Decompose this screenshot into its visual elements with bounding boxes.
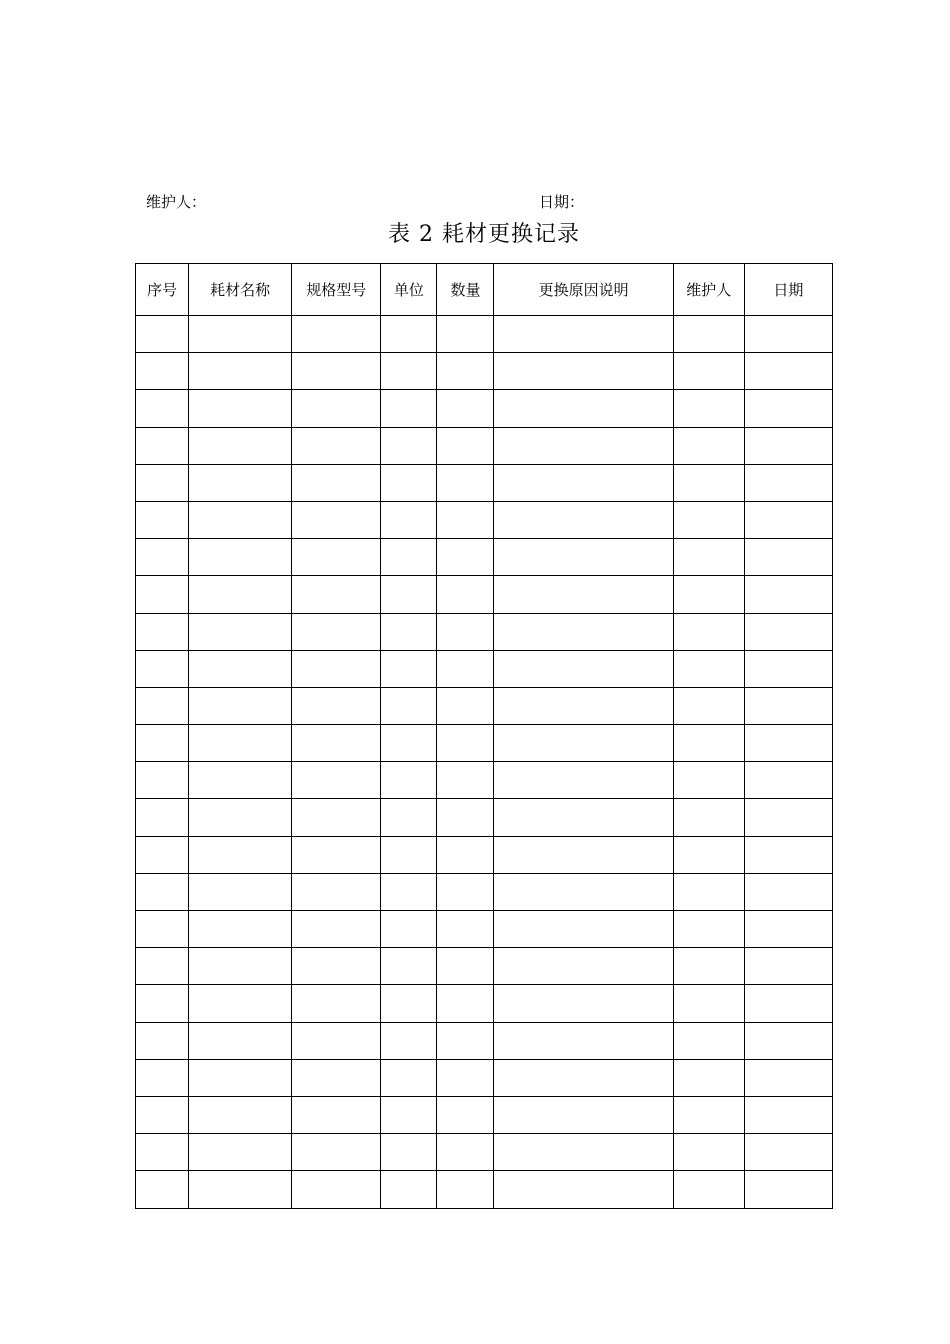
cell-spec-model[interactable] — [292, 985, 381, 1022]
table-row — [136, 725, 833, 762]
cell-replacement-reason[interactable] — [494, 1096, 673, 1133]
cell-serial[interactable] — [136, 1171, 189, 1208]
cell-maintainer[interactable] — [673, 1171, 744, 1208]
cell-maintainer[interactable] — [673, 316, 744, 353]
cell-consumable-name[interactable] — [189, 427, 292, 464]
cell-date[interactable] — [744, 687, 832, 724]
cell-serial[interactable] — [136, 948, 189, 985]
table-row — [136, 576, 833, 613]
cell-consumable-name[interactable] — [189, 539, 292, 576]
cell-replacement-reason[interactable] — [494, 650, 673, 687]
cell-replacement-reason[interactable] — [494, 316, 673, 353]
cell-quantity[interactable] — [437, 985, 494, 1022]
cell-spec-model[interactable] — [292, 576, 381, 613]
cell-date[interactable] — [744, 1096, 832, 1133]
cell-spec-model[interactable] — [292, 464, 381, 501]
cell-date[interactable] — [744, 613, 832, 650]
cell-quantity[interactable] — [437, 687, 494, 724]
table-row — [136, 390, 833, 427]
column-header-date: 日期 — [744, 264, 832, 316]
cell-quantity[interactable] — [437, 316, 494, 353]
cell-maintainer[interactable] — [673, 464, 744, 501]
cell-serial[interactable] — [136, 390, 189, 427]
cell-maintainer[interactable] — [673, 427, 744, 464]
cell-consumable-name[interactable] — [189, 762, 292, 799]
cell-maintainer[interactable] — [673, 1022, 744, 1059]
table-row — [136, 799, 833, 836]
cell-quantity[interactable] — [437, 427, 494, 464]
cell-consumable-name[interactable] — [189, 316, 292, 353]
cell-unit[interactable] — [381, 1134, 437, 1171]
table-row — [136, 427, 833, 464]
table-row — [136, 873, 833, 910]
cell-serial[interactable] — [136, 427, 189, 464]
column-header-unit: 单位 — [381, 264, 437, 316]
table-row — [136, 1134, 833, 1171]
date-label: 日期： — [539, 193, 585, 211]
cell-serial[interactable] — [136, 911, 189, 948]
cell-serial[interactable] — [136, 501, 189, 538]
cell-maintainer[interactable] — [673, 1096, 744, 1133]
cell-spec-model[interactable] — [292, 1022, 381, 1059]
cell-date[interactable] — [744, 464, 832, 501]
cell-spec-model[interactable] — [292, 836, 381, 873]
cell-maintainer[interactable] — [673, 836, 744, 873]
column-header-serial: 序号 — [136, 264, 189, 316]
cell-spec-model[interactable] — [292, 687, 381, 724]
cell-unit[interactable] — [381, 576, 437, 613]
cell-quantity[interactable] — [437, 353, 494, 390]
cell-date[interactable] — [744, 316, 832, 353]
cell-unit[interactable] — [381, 873, 437, 910]
cell-date[interactable] — [744, 427, 832, 464]
cell-quantity[interactable] — [437, 725, 494, 762]
table-row — [136, 353, 833, 390]
cell-maintainer[interactable] — [673, 390, 744, 427]
cell-date[interactable] — [744, 873, 832, 910]
cell-consumable-name[interactable] — [189, 1134, 292, 1171]
cell-quantity[interactable] — [437, 873, 494, 910]
cell-maintainer[interactable] — [673, 799, 744, 836]
cell-spec-model[interactable] — [292, 911, 381, 948]
table-row — [136, 762, 833, 799]
column-header-spec-model: 规格型号 — [292, 264, 381, 316]
table-row — [136, 1171, 833, 1208]
column-header-quantity: 数量 — [437, 264, 494, 316]
cell-replacement-reason[interactable] — [494, 873, 673, 910]
cell-quantity[interactable] — [437, 576, 494, 613]
cell-replacement-reason[interactable] — [494, 1171, 673, 1208]
cell-serial[interactable] — [136, 762, 189, 799]
cell-serial[interactable] — [136, 1059, 189, 1096]
cell-serial[interactable] — [136, 799, 189, 836]
table-row — [136, 650, 833, 687]
cell-consumable-name[interactable] — [189, 501, 292, 538]
cell-serial[interactable] — [136, 353, 189, 390]
cell-serial[interactable] — [136, 725, 189, 762]
cell-spec-model[interactable] — [292, 650, 381, 687]
cell-maintainer[interactable] — [673, 1059, 744, 1096]
cell-maintainer[interactable] — [673, 353, 744, 390]
cell-consumable-name[interactable] — [189, 1171, 292, 1208]
cell-unit[interactable] — [381, 501, 437, 538]
cell-date[interactable] — [744, 501, 832, 538]
cell-quantity[interactable] — [437, 464, 494, 501]
cell-quantity[interactable] — [437, 539, 494, 576]
cell-date[interactable] — [744, 836, 832, 873]
cell-serial[interactable] — [136, 650, 189, 687]
cell-consumable-name[interactable] — [189, 464, 292, 501]
cell-replacement-reason[interactable] — [494, 948, 673, 985]
cell-date[interactable] — [744, 1059, 832, 1096]
cell-consumable-name[interactable] — [189, 985, 292, 1022]
cell-replacement-reason[interactable] — [494, 464, 673, 501]
cell-maintainer[interactable] — [673, 873, 744, 910]
cell-consumable-name[interactable] — [189, 725, 292, 762]
cell-unit[interactable] — [381, 985, 437, 1022]
cell-replacement-reason[interactable] — [494, 353, 673, 390]
cell-replacement-reason[interactable] — [494, 1059, 673, 1096]
cell-consumable-name[interactable] — [189, 948, 292, 985]
cell-serial[interactable] — [136, 1134, 189, 1171]
cell-serial[interactable] — [136, 1096, 189, 1133]
cell-replacement-reason[interactable] — [494, 539, 673, 576]
cell-replacement-reason[interactable] — [494, 501, 673, 538]
document-title: 表 2 耗材更换记录 — [388, 222, 580, 247]
cell-date[interactable] — [744, 948, 832, 985]
cell-maintainer[interactable] — [673, 650, 744, 687]
cell-replacement-reason[interactable] — [494, 762, 673, 799]
table-row — [136, 464, 833, 501]
cell-consumable-name[interactable] — [189, 836, 292, 873]
cell-replacement-reason[interactable] — [494, 576, 673, 613]
cell-date[interactable] — [744, 911, 832, 948]
cell-quantity[interactable] — [437, 762, 494, 799]
cell-replacement-reason[interactable] — [494, 1134, 673, 1171]
cell-maintainer[interactable] — [673, 911, 744, 948]
consumable-replacement-table — [135, 263, 833, 1209]
cell-spec-model[interactable] — [292, 948, 381, 985]
cell-unit[interactable] — [381, 799, 437, 836]
cell-spec-model[interactable] — [292, 390, 381, 427]
cell-serial[interactable] — [136, 464, 189, 501]
cell-date[interactable] — [744, 1022, 832, 1059]
cell-spec-model[interactable] — [292, 799, 381, 836]
cell-quantity[interactable] — [437, 1059, 494, 1096]
cell-spec-model[interactable] — [292, 353, 381, 390]
cell-date[interactable] — [744, 799, 832, 836]
cell-unit[interactable] — [381, 353, 437, 390]
cell-unit[interactable] — [381, 725, 437, 762]
column-header-maintainer: 维护人 — [673, 264, 744, 316]
table-row — [136, 985, 833, 1022]
table-row — [136, 836, 833, 873]
cell-maintainer[interactable] — [673, 539, 744, 576]
column-header-consumable-name: 耗材名称 — [189, 264, 292, 316]
cell-spec-model[interactable] — [292, 501, 381, 538]
cell-quantity[interactable] — [437, 650, 494, 687]
cell-serial[interactable] — [136, 985, 189, 1022]
table-row — [136, 687, 833, 724]
cell-quantity[interactable] — [437, 1134, 494, 1171]
cell-maintainer[interactable] — [673, 948, 744, 985]
cell-unit[interactable] — [381, 390, 437, 427]
cell-serial[interactable] — [136, 613, 189, 650]
table-row — [136, 948, 833, 985]
cell-quantity[interactable] — [437, 799, 494, 836]
cell-replacement-reason[interactable] — [494, 985, 673, 1022]
cell-consumable-name[interactable] — [189, 650, 292, 687]
cell-date[interactable] — [744, 1171, 832, 1208]
table-row — [136, 539, 833, 576]
cell-serial[interactable] — [136, 1022, 189, 1059]
cell-quantity[interactable] — [437, 836, 494, 873]
cell-quantity[interactable] — [437, 948, 494, 985]
cell-replacement-reason[interactable] — [494, 799, 673, 836]
cell-serial[interactable] — [136, 836, 189, 873]
cell-unit[interactable] — [381, 1171, 437, 1208]
cell-maintainer[interactable] — [673, 1134, 744, 1171]
cell-spec-model[interactable] — [292, 1134, 381, 1171]
cell-unit[interactable] — [381, 1059, 437, 1096]
cell-maintainer[interactable] — [673, 985, 744, 1022]
cell-replacement-reason[interactable] — [494, 1022, 673, 1059]
cell-replacement-reason[interactable] — [494, 613, 673, 650]
cell-unit[interactable] — [381, 687, 437, 724]
cell-maintainer[interactable] — [673, 613, 744, 650]
cell-consumable-name[interactable] — [189, 576, 292, 613]
cell-unit[interactable] — [381, 613, 437, 650]
cell-spec-model[interactable] — [292, 1059, 381, 1096]
cell-unit[interactable] — [381, 650, 437, 687]
cell-consumable-name[interactable] — [189, 687, 292, 724]
cell-date[interactable] — [744, 539, 832, 576]
cell-date[interactable] — [744, 725, 832, 762]
cell-date[interactable] — [744, 576, 832, 613]
cell-spec-model[interactable] — [292, 1171, 381, 1208]
cell-unit[interactable] — [381, 1096, 437, 1133]
table-body — [136, 316, 833, 1209]
cell-date[interactable] — [744, 762, 832, 799]
cell-spec-model[interactable] — [292, 725, 381, 762]
cell-maintainer[interactable] — [673, 762, 744, 799]
cell-replacement-reason[interactable] — [494, 390, 673, 427]
cell-quantity[interactable] — [437, 613, 494, 650]
cell-consumable-name[interactable] — [189, 1022, 292, 1059]
column-header-replacement-reason: 更换原因说明 — [494, 264, 673, 316]
cell-consumable-name[interactable] — [189, 613, 292, 650]
cell-consumable-name[interactable] — [189, 1059, 292, 1096]
cell-unit[interactable] — [381, 762, 437, 799]
cell-serial[interactable] — [136, 687, 189, 724]
cell-consumable-name[interactable] — [189, 873, 292, 910]
table-row — [136, 501, 833, 538]
table-row — [136, 1059, 833, 1096]
maintainer-label: 维护人： — [146, 193, 207, 211]
cell-replacement-reason[interactable] — [494, 687, 673, 724]
table-row — [136, 613, 833, 650]
cell-consumable-name[interactable] — [189, 390, 292, 427]
cell-consumable-name[interactable] — [189, 799, 292, 836]
cell-replacement-reason[interactable] — [494, 725, 673, 762]
cell-serial[interactable] — [136, 539, 189, 576]
cell-date[interactable] — [744, 390, 832, 427]
cell-spec-model[interactable] — [292, 1096, 381, 1133]
cell-unit[interactable] — [381, 464, 437, 501]
cell-quantity[interactable] — [437, 1096, 494, 1133]
cell-replacement-reason[interactable] — [494, 911, 673, 948]
cell-date[interactable] — [744, 1134, 832, 1171]
cell-spec-model[interactable] — [292, 873, 381, 910]
cell-replacement-reason[interactable] — [494, 836, 673, 873]
cell-consumable-name[interactable] — [189, 353, 292, 390]
cell-replacement-reason[interactable] — [494, 427, 673, 464]
table-row — [136, 316, 833, 353]
cell-unit[interactable] — [381, 427, 437, 464]
cell-quantity[interactable] — [437, 390, 494, 427]
table-header-row — [136, 264, 833, 316]
cell-maintainer[interactable] — [673, 501, 744, 538]
cell-serial[interactable] — [136, 873, 189, 910]
cell-unit[interactable] — [381, 948, 437, 985]
cell-spec-model[interactable] — [292, 539, 381, 576]
cell-unit[interactable] — [381, 1022, 437, 1059]
cell-consumable-name[interactable] — [189, 1096, 292, 1133]
cell-maintainer[interactable] — [673, 687, 744, 724]
cell-maintainer[interactable] — [673, 576, 744, 613]
cell-date[interactable] — [744, 985, 832, 1022]
cell-unit[interactable] — [381, 539, 437, 576]
cell-date[interactable] — [744, 353, 832, 390]
cell-quantity[interactable] — [437, 1171, 494, 1208]
cell-serial[interactable] — [136, 576, 189, 613]
cell-serial[interactable] — [136, 316, 189, 353]
cell-quantity[interactable] — [437, 1022, 494, 1059]
table-row — [136, 1022, 833, 1059]
cell-spec-model[interactable] — [292, 762, 381, 799]
cell-unit[interactable] — [381, 911, 437, 948]
table-row — [136, 1096, 833, 1133]
cell-quantity[interactable] — [437, 501, 494, 538]
cell-consumable-name[interactable] — [189, 911, 292, 948]
cell-spec-model[interactable] — [292, 613, 381, 650]
cell-unit[interactable] — [381, 836, 437, 873]
cell-date[interactable] — [744, 650, 832, 687]
cell-maintainer[interactable] — [673, 725, 744, 762]
cell-unit[interactable] — [381, 316, 437, 353]
table-row — [136, 911, 833, 948]
cell-spec-model[interactable] — [292, 316, 381, 353]
cell-spec-model[interactable] — [292, 427, 381, 464]
cell-quantity[interactable] — [437, 911, 494, 948]
